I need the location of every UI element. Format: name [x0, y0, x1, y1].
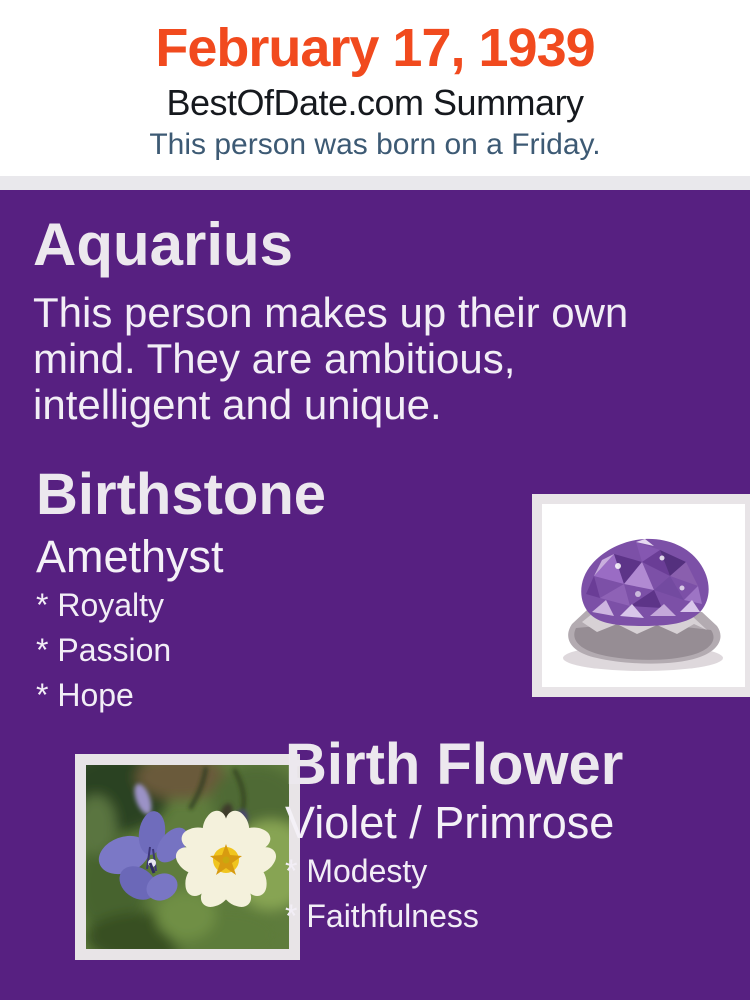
zodiac-description: This person makes up their own mind. They are ambitious, intelligent and unique. [33, 289, 629, 428]
birth-flower-heading: Birth Flower [285, 732, 624, 797]
purple-body [0, 190, 750, 1000]
birth-flower-trait: * Faithfulness [285, 898, 479, 934]
birthstone-heading: Birthstone [36, 462, 326, 527]
site-summary-title: BestOfDate.com Summary [166, 82, 584, 123]
birth-flower-trait-list [285, 854, 479, 944]
birthstone-trait-list [36, 588, 171, 723]
birthstone-trait: * Hope [36, 677, 134, 713]
date-title: February 17, 1939 [155, 18, 595, 78]
header [0, 0, 750, 176]
header-divider [0, 176, 750, 190]
violet-primrose-illustration [86, 765, 289, 949]
birth-flower-name: Violet / Primrose [285, 797, 615, 848]
violet-primrose-photo [75, 754, 300, 960]
birth-flower-trait: * Modesty [285, 853, 428, 889]
amethyst-crystal-illustration [542, 504, 745, 687]
birth-day-note: This person was born on a Friday. [149, 128, 601, 161]
zodiac-sign-title: Aquarius [33, 211, 294, 278]
birthstone-trait: * Royalty [36, 587, 165, 623]
birthstone-trait: * Passion [36, 632, 172, 668]
birthstone-name: Amethyst [36, 531, 224, 582]
amethyst-crystal-photo [532, 494, 750, 697]
